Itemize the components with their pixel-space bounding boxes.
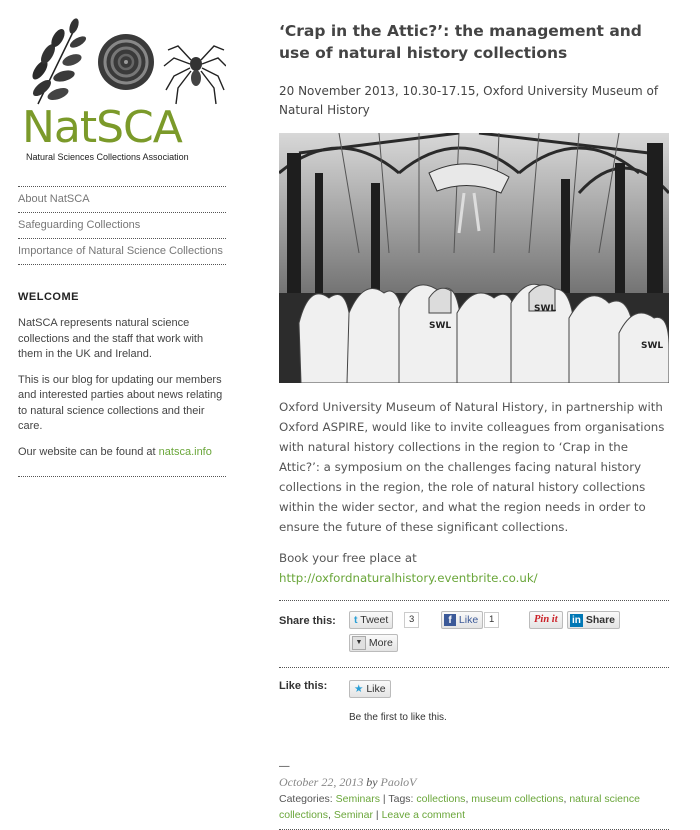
nav-item-safeguarding[interactable]: Safeguarding Collections <box>18 213 226 239</box>
post <box>279 20 669 830</box>
pinterest-label: Pin it <box>534 614 558 625</box>
by-label: by <box>366 775 378 789</box>
post-meta <box>279 758 669 830</box>
divider <box>18 476 226 477</box>
bag-label: SWL <box>534 304 557 314</box>
museum-photo <box>279 133 669 383</box>
logo-tagline: Natural Sciences Collections Association <box>26 152 189 162</box>
post-subtitle: 20 November 2013, 10.30-17.15, Oxford University Museum of Natural History <box>279 84 659 117</box>
post-body <box>279 397 669 588</box>
post-title[interactable]: ‘Crap in the Attic?’: the management and use of natural history collections <box>279 22 642 62</box>
star-icon: ★ <box>354 683 364 695</box>
post-paragraph: Oxford University Museum of Natural History, in partnership with Oxford ASPIRE, would like to invite colleagues from organisations with natural history collections in the region to ‘Crap in the Attic?’: a symposium on the challenges facing natural history collections in the region, the role of natural history collections within the wider sector, and what the region needs in order to ensure the future of these significant collections. <box>279 400 665 534</box>
sidebar <box>18 18 226 477</box>
meta-dash: — <box>279 760 290 772</box>
logo-illustration <box>18 18 226 110</box>
twitter-icon: t <box>354 614 358 626</box>
eventbrite-link[interactable]: http://oxfordnaturalhistory.eventbrite.co.uk/ <box>279 571 538 585</box>
more-label: More <box>368 637 393 649</box>
welcome-widget <box>18 291 226 477</box>
pinterest-button[interactable] <box>529 611 563 629</box>
widget-text <box>18 445 226 461</box>
nav-item-importance[interactable]: Importance of Natural Science Collections <box>18 239 226 265</box>
spider-icon <box>164 46 226 104</box>
more-share-button[interactable] <box>349 634 398 652</box>
bag-label: SWL <box>429 321 452 331</box>
site-logo[interactable] <box>18 18 226 162</box>
tweet-label: Tweet <box>360 614 389 626</box>
separator: | <box>382 793 386 805</box>
widget-text: NatSCA represents natural science collections and the staff that work with them in the UK and Ireland. <box>18 317 204 360</box>
tag-link[interactable]: museum collections <box>471 793 564 805</box>
sidebar-nav <box>18 186 226 265</box>
book-prefix: Book your free place at <box>279 551 417 565</box>
leave-comment-link[interactable]: Leave a comment <box>381 809 466 821</box>
ammonite-icon <box>98 34 154 90</box>
tag-link[interactable]: collections <box>416 793 466 805</box>
first-to-like-text: Be the first to like this. <box>349 712 447 723</box>
tweet-button[interactable] <box>349 611 393 629</box>
tag-link[interactable]: Seminar <box>333 809 373 821</box>
like-section <box>279 667 669 748</box>
facebook-icon: f <box>444 614 456 626</box>
share-section <box>279 600 669 657</box>
widget-text: This is our blog for updating our members and interested parties about news relating to natural science collections and their care. <box>18 373 223 432</box>
tweet-count: 3 <box>404 612 419 628</box>
facebook-count: 1 <box>484 612 499 628</box>
share-label: Share this: <box>279 615 336 627</box>
tags-label: Tags: <box>388 793 414 805</box>
categories-label: Categories: <box>279 793 333 805</box>
like-label: Like this: <box>279 680 328 692</box>
tag-link[interactable]: natural science collections <box>279 793 640 821</box>
linkedin-share-label: Share <box>585 614 615 626</box>
facebook-like-label: Like <box>458 614 479 626</box>
widget-website-prefix: Our website can be found at <box>18 445 159 458</box>
post-date[interactable]: October 22, 2013 <box>279 775 364 789</box>
category-link[interactable]: Seminars <box>335 793 380 805</box>
post-taxonomy: Categories: Seminars | Tags: collections, museum collections, natural science collections, Seminar | Leave a comment <box>279 793 640 821</box>
post-paragraph <box>279 548 669 588</box>
wordpress-like-button[interactable] <box>349 680 391 698</box>
linkedin-icon: in <box>572 614 581 626</box>
linkedin-share-button[interactable] <box>567 611 620 629</box>
facebook-like-button[interactable] <box>441 611 483 629</box>
leaf-icon <box>30 18 88 104</box>
bag-label: SWL <box>641 341 664 351</box>
wordpress-like-label: Like <box>366 683 386 695</box>
post-byline <box>279 774 669 791</box>
separator: | <box>375 809 379 821</box>
widget-heading: WELCOME <box>18 291 79 303</box>
post-author[interactable]: PaoloV <box>380 775 417 789</box>
nav-item-about[interactable]: About NatSCA <box>18 187 226 213</box>
logo-wordmark: NatSCA <box>22 102 182 153</box>
natsca-website-link[interactable]: natsca.info <box>158 445 212 458</box>
chevron-down-icon: ▼ <box>352 636 366 650</box>
